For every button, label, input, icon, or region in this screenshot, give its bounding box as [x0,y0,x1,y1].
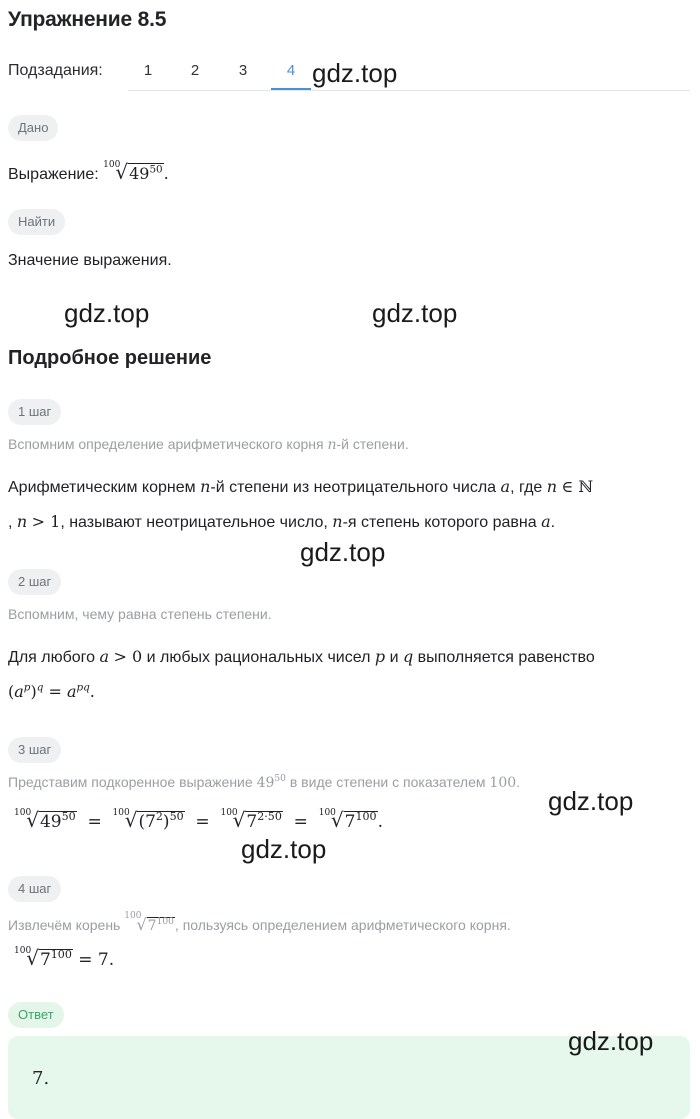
find-pill: Найти [8,209,65,235]
watermark: gdz.top [372,298,458,328]
step-4-hint: Извлечём корень $^{100}√7^{100}$, пользуясь определением арифметического корня. [8,911,511,934]
page-title: Упражнение 8.5 [8,8,167,31]
step-2-pill: 2 шаг [8,569,61,595]
step-3-pill: 3 шаг [8,737,61,763]
step-2-hint: Вспомним, чему равна степень степени. [8,606,272,622]
tab-subtask-2[interactable]: 2 [190,62,200,79]
subtasks-tabs [128,58,690,91]
tab-subtask-4[interactable]: 4 [271,62,311,90]
tab-subtask-3[interactable]: 3 [238,62,248,79]
given-expression: $^{100}√49^{50}$. [103,160,169,184]
subtasks-label: Подзадания: [8,62,103,79]
answer-value: 7. [32,1068,50,1089]
watermark: gdz.top [568,1026,654,1056]
watermark: gdz.top [548,786,634,816]
watermark: gdz.top [312,58,398,88]
step-3-hint: Представим подкоренное выражение $49^{50}$ в виде степени с показателем 100. [8,774,521,791]
step-1-hint: Вспомним определение арифметического корня n-й степени. [8,436,409,453]
find-text: Значение выражения. [8,252,172,269]
given-text [8,154,690,186]
step-1-body: Арифметическим корнем n-й степени из неотрицательного числа a, где n ∈ ℕ , n > 1, называют неотрицательное число, n-я степень которого равна a. [8,477,594,531]
answer-pill: Ответ [8,1002,64,1028]
step-1-pill: 1 шаг [8,399,61,425]
watermark: gdz.top [64,298,150,328]
step-4-formula: $^{100}√7^{100} = 7$. [14,946,115,970]
tab-subtask-1[interactable]: 1 [143,62,153,79]
given-pill: Дано [8,115,58,141]
watermark: gdz.top [300,537,386,567]
solution-title: Подробное решение [8,347,212,369]
step-3-formula: $^{100}√49^{50} = ^{100}√(7^2)^{50} = ^{100}√7^{2\cdot 50} = ^{100}√7^{100}$. [14,808,383,832]
watermark: gdz.top [241,834,327,864]
step-4-pill: 4 шаг [8,876,61,902]
given-label: Выражение: [8,166,99,183]
step-2-body: Для любого a > 0 и любых рациональных чисел p и q выполняется равенство $(a^p)^q = a^{pq}$. [8,647,595,701]
